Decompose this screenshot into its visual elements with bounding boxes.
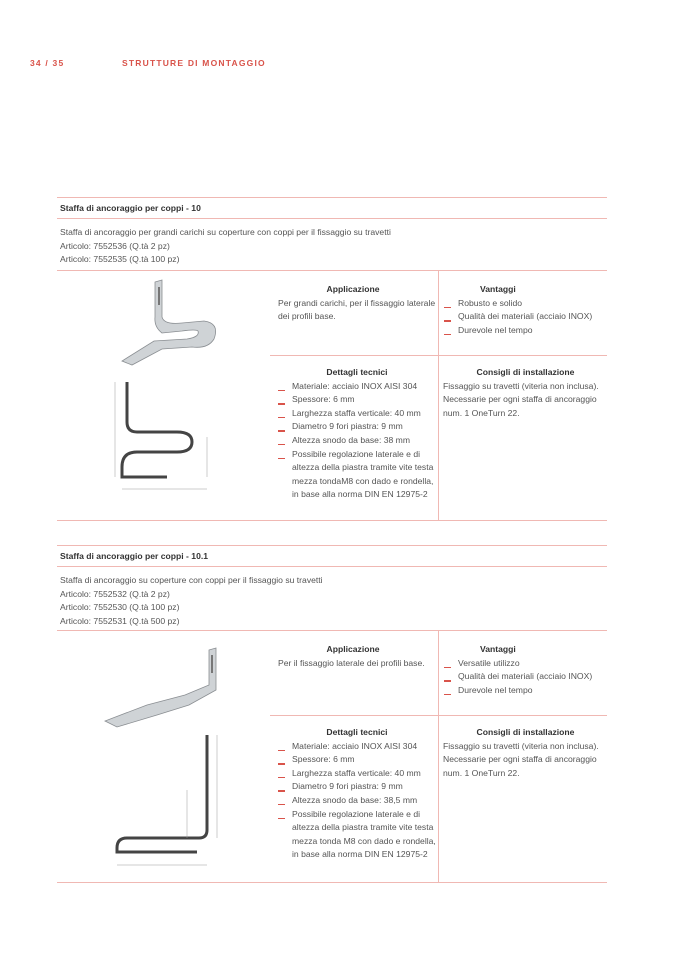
details-heading: Dettagli tecnici — [326, 367, 388, 377]
application-heading: Applicazione — [326, 644, 380, 654]
section-title: STRUTTURE DI MONTAGGIO — [122, 58, 266, 68]
page-number: 34 / 35 — [30, 58, 65, 68]
detail-item: Larghezza staffa verticale: 40 mm — [276, 407, 438, 421]
product-description — [60, 226, 391, 267]
product-description — [60, 574, 323, 628]
article-line: Articolo: 7552531 (Q.tà 500 pz) — [60, 615, 180, 626]
detail-item: Altezza snodo da base: 38,5 mm — [276, 794, 438, 808]
detail-item: Spessore: 6 mm — [276, 393, 438, 407]
advantage-item: Robusto e solido — [442, 297, 607, 311]
advantage-item: Durevole nel tempo — [442, 684, 607, 698]
installation-text: Necessarie per ogni staffa di ancoraggio num. 1 OneTurn 22. — [443, 754, 597, 778]
installation-heading: Consigli di installazione — [476, 367, 575, 377]
advantage-item: Qualità dei materiali (acciaio INOX) — [442, 310, 607, 324]
product-technical-drawing — [107, 377, 267, 507]
application-text: Per grandi carichi, per il fissaggio laterale dei profili base. — [278, 297, 436, 322]
application-text: Per il fissaggio laterale dei profili base. — [278, 657, 425, 668]
detail-item: Spessore: 6 mm — [276, 753, 438, 767]
advantages-block — [442, 283, 607, 337]
installation-block — [443, 726, 608, 780]
installation-text: Necessarie per ogni staffa di ancoraggio num. 1 OneTurn 22. — [443, 394, 597, 418]
installation-block — [443, 366, 608, 420]
product-3d-image — [97, 645, 227, 735]
article-line: Articolo: 7552530 (Q.tà 100 pz) — [60, 602, 180, 613]
detail-item: Diametro 9 fori piastra: 9 mm — [276, 420, 438, 434]
advantages-heading: Vantaggi — [480, 284, 516, 294]
desc-line: Staffa di ancoraggio per grandi carichi su coperture con coppi per il fissaggio su travetti — [60, 227, 391, 237]
advantage-item: Durevole nel tempo — [442, 324, 607, 338]
article-line: Articolo: 7552532 (Q.tà 2 pz) — [60, 588, 170, 599]
installation-heading: Consigli di installazione — [476, 727, 575, 737]
product-title: Staffa di ancoraggio per coppi - 10 — [60, 203, 201, 213]
product-3d-image — [112, 277, 232, 377]
article-line: Articolo: 7552536 (Q.tà 2 pz) — [60, 240, 170, 251]
advantages-block — [442, 643, 607, 697]
application-block — [270, 283, 436, 324]
application-block — [270, 643, 436, 670]
detail-item: Larghezza staffa verticale: 40 mm — [276, 767, 438, 781]
advantage-item: Qualità dei materiali (acciaio INOX) — [442, 670, 607, 684]
application-heading: Applicazione — [326, 284, 380, 294]
detail-item: Possibile regolazione laterale e di altezza della piastra tramite vite testa mezza tondaM8 con dado e rondella, in base alla norma DIN EN 12975-2 — [276, 448, 438, 502]
detail-item: Possibile regolazione laterale e di altezza della piastra tramite vite testa mezza tonda M8 con dado e rondella, in base alla norma DIN EN 12975-2 — [276, 808, 438, 862]
detail-item: Altezza snodo da base: 38 mm — [276, 434, 438, 448]
technical-details-block — [276, 726, 438, 862]
product-title: Staffa di ancoraggio per coppi - 10.1 — [60, 551, 209, 561]
desc-line: Staffa di ancoraggio su coperture con coppi per il fissaggio su travetti — [60, 575, 323, 585]
installation-text: Fissaggio su travetti (viteria non inclusa). — [443, 740, 599, 751]
advantages-heading: Vantaggi — [480, 644, 516, 654]
detail-item: Materiale: acciaio INOX AISI 304 — [276, 380, 438, 394]
product-section-1 — [57, 197, 607, 521]
details-heading: Dettagli tecnici — [326, 727, 388, 737]
detail-item: Materiale: acciaio INOX AISI 304 — [276, 740, 438, 754]
article-line: Articolo: 7552535 (Q.tà 100 pz) — [60, 254, 180, 265]
installation-text: Fissaggio su travetti (viteria non inclusa). — [443, 380, 599, 391]
advantage-item: Versatile utilizzo — [442, 657, 607, 671]
product-technical-drawing — [107, 730, 267, 880]
detail-item: Diametro 9 fori piastra: 9 mm — [276, 780, 438, 794]
product-section-2 — [57, 545, 607, 883]
technical-details-block — [276, 366, 438, 502]
